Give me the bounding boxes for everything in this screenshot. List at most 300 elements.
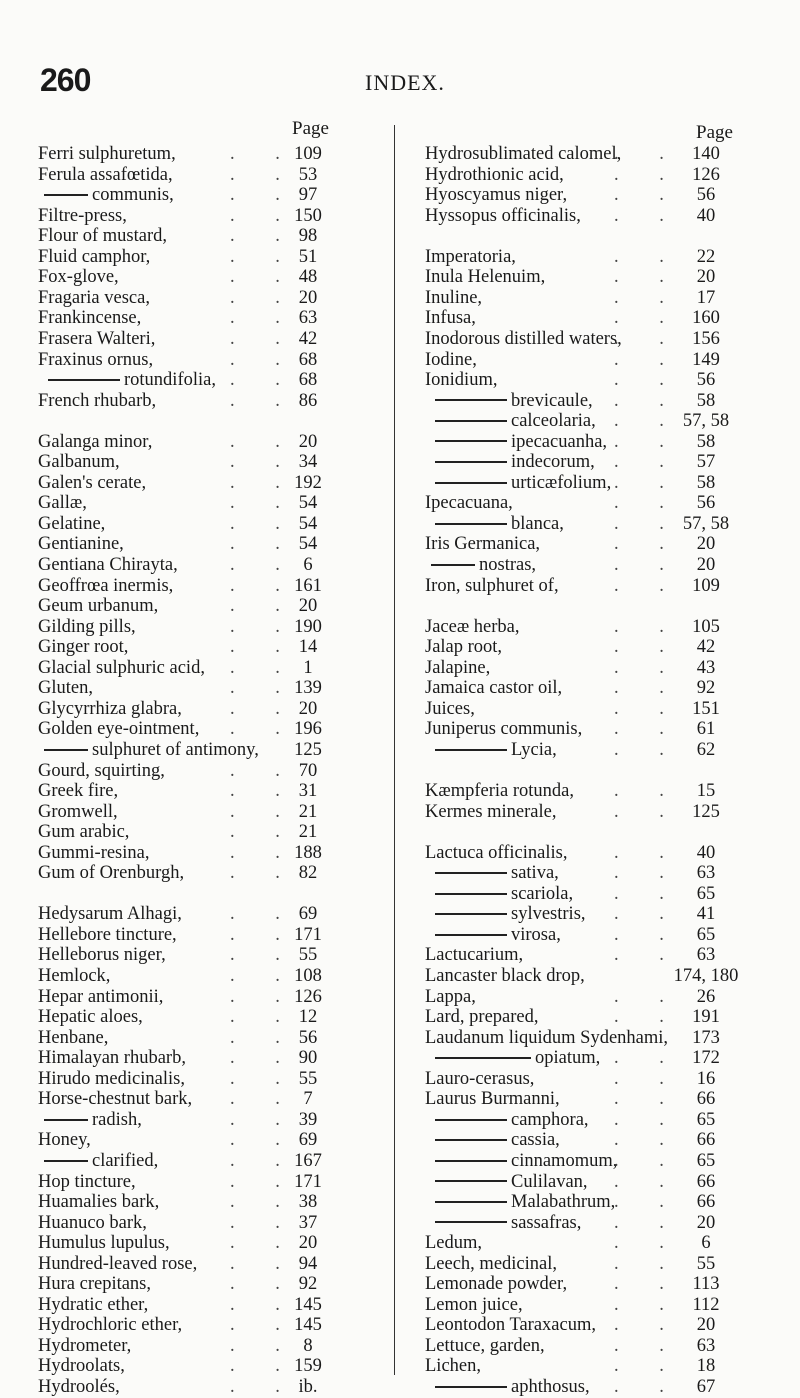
leader-dots: . . xyxy=(614,1212,682,1233)
index-term xyxy=(38,862,184,884)
index-entry xyxy=(425,1109,746,1131)
index-page-ref: 43 xyxy=(696,657,716,678)
leader-dots: . . xyxy=(230,328,298,349)
index-term xyxy=(425,205,581,227)
index-entry xyxy=(38,513,348,535)
index-term xyxy=(38,1294,148,1316)
index-term-text: Hop tincture, xyxy=(38,1171,136,1192)
index-page-ref: 68 xyxy=(298,349,318,370)
index-term xyxy=(425,1294,523,1316)
index-term-text: Kæmpferia rotunda, xyxy=(425,781,574,802)
index-entry xyxy=(38,1068,348,1090)
index-term xyxy=(425,1088,560,1110)
index-page-ref: 20 xyxy=(298,1233,318,1254)
index-term xyxy=(38,1088,192,1110)
leader-dots: . . xyxy=(614,452,682,473)
index-term-text: Iris Germanica, xyxy=(425,534,541,555)
index-page-ref: 65 xyxy=(696,1109,716,1130)
leader-dots: . . xyxy=(230,719,298,740)
leader-dots: . . xyxy=(614,1171,682,1192)
leader-dots: . . xyxy=(614,1048,682,1069)
page-number: 260 xyxy=(40,62,91,98)
index-page-ref: 90 xyxy=(298,1048,318,1069)
index-term xyxy=(435,1171,588,1193)
index-term xyxy=(38,328,155,350)
index-term xyxy=(38,965,110,987)
leader-dots: . . xyxy=(614,739,682,760)
index-entry xyxy=(425,164,746,186)
index-entry xyxy=(38,1047,348,1069)
index-page-ref: 145 xyxy=(294,1315,322,1336)
index-term-text: Jaceæ herba, xyxy=(425,616,520,637)
index-term xyxy=(38,760,165,782)
index-entry xyxy=(38,369,348,391)
index-page-ref: 68 xyxy=(298,370,318,391)
index-entry xyxy=(425,410,746,432)
index-term xyxy=(425,184,567,206)
leader-dots: . . xyxy=(230,1335,298,1356)
leader-dots: . . xyxy=(614,370,682,391)
index-page-ref: 20 xyxy=(696,267,716,288)
index-term-text: urticæfolium, xyxy=(511,472,612,493)
index-page-ref: 161 xyxy=(294,575,322,596)
index-term-text: sylvestris, xyxy=(511,904,586,925)
leader-dots: . . xyxy=(230,164,298,185)
index-term-text: Lemon juice, xyxy=(425,1294,523,1315)
leader-dots: . . xyxy=(614,390,682,411)
leader-dots: . . xyxy=(614,164,682,185)
index-term-text: Inodorous distilled waters, xyxy=(425,328,622,349)
leader-dots: . . xyxy=(230,1356,298,1377)
index-entry xyxy=(425,1191,746,1213)
index-page-ref: 58 xyxy=(696,472,716,493)
leader-dots: . . xyxy=(614,493,682,514)
index-entry xyxy=(425,205,746,227)
index-page-ref: 20 xyxy=(696,1315,716,1336)
index-term-text: Flour of mustard, xyxy=(38,226,167,247)
index-entry xyxy=(425,246,746,268)
leader-dots: . . xyxy=(614,1089,682,1110)
index-entry xyxy=(38,1088,348,1110)
index-entry xyxy=(38,225,348,247)
index-entry xyxy=(38,184,348,206)
leader-dots: . . xyxy=(230,144,298,164)
index-page-ref: 54 xyxy=(298,493,318,514)
index-term-text: Hydroolés, xyxy=(38,1377,120,1397)
index-term-text: Ledum, xyxy=(425,1233,483,1254)
index-page-ref: 56 xyxy=(298,1027,318,1048)
index-term-text: Fraxinus ornus, xyxy=(38,349,154,370)
index-entry xyxy=(38,390,348,412)
index-term xyxy=(435,1109,589,1131)
index-term xyxy=(38,225,167,247)
index-term-text: Culilavan, xyxy=(511,1171,588,1192)
index-entry xyxy=(38,451,348,473)
index-entry xyxy=(38,924,348,946)
index-term xyxy=(425,657,490,679)
index-page-ref: 12 xyxy=(298,1007,318,1028)
leader-dots: . . xyxy=(230,678,298,699)
index-term xyxy=(38,944,166,966)
leader-dots: . . xyxy=(614,698,682,719)
index-term-text: Hyssopus officinalis, xyxy=(425,205,581,226)
leader-dots: . . xyxy=(614,1007,682,1028)
index-entry xyxy=(38,1314,348,1336)
index-term-text: Greek fire, xyxy=(38,781,119,802)
leader-dots: . . xyxy=(230,370,298,391)
index-term-text: Gilding pills, xyxy=(38,616,136,637)
index-page-ref: 92 xyxy=(298,1274,318,1295)
index-entry xyxy=(38,1355,348,1377)
index-term xyxy=(435,1129,560,1151)
index-term xyxy=(425,801,557,823)
index-entry xyxy=(38,431,348,453)
index-page-ref: 174, 180 xyxy=(673,966,739,986)
leader-dots: . . xyxy=(230,1192,298,1213)
index-term xyxy=(38,1006,143,1028)
index-term xyxy=(38,1212,147,1234)
index-term-text: camphora, xyxy=(511,1109,589,1130)
index-term-text: Kermes minerale, xyxy=(425,801,557,822)
leader-dots: . . xyxy=(230,534,298,555)
ditto-dash xyxy=(44,194,88,196)
index-page-ref: 55 xyxy=(298,1068,318,1089)
index-term-text: Lactucarium, xyxy=(425,945,524,966)
index-page-ref: 125 xyxy=(294,739,322,760)
index-entry xyxy=(425,780,746,802)
index-page-ref: 58 xyxy=(696,431,716,452)
index-page-ref: 20 xyxy=(696,1212,716,1233)
leader-dots: . . xyxy=(614,1315,682,1336)
index-term xyxy=(425,616,520,638)
index-entry xyxy=(425,1376,746,1398)
index-term xyxy=(425,246,516,268)
index-term-text: Himalayan rhubarb, xyxy=(38,1048,186,1069)
index-page-ref: 126 xyxy=(294,986,322,1007)
index-term-text: Golden eye-ointment, xyxy=(38,719,200,740)
index-term-text: Iodine, xyxy=(425,349,477,370)
index-term xyxy=(38,780,118,802)
index-term xyxy=(425,575,559,597)
index-term xyxy=(425,986,476,1008)
index-term xyxy=(425,369,497,391)
index-term-text: Inuline, xyxy=(425,287,483,308)
index-entry xyxy=(425,1171,746,1193)
index-page-ref: 69 xyxy=(298,1130,318,1151)
index-page-ref: 126 xyxy=(692,164,720,185)
index-entry xyxy=(425,328,746,350)
leader-dots: . . xyxy=(230,966,298,986)
leader-dots: . . xyxy=(230,1294,298,1315)
leader-dots: . . xyxy=(230,822,298,843)
index-term-text: Gallæ, xyxy=(38,493,87,514)
index-term xyxy=(38,677,93,699)
index-term-text: Ferri sulphuretum, xyxy=(38,144,176,164)
leader-dots: . . xyxy=(614,555,682,575)
index-term-text: Ipecacuana, xyxy=(425,493,513,514)
index-term xyxy=(38,390,156,412)
index-entry xyxy=(425,472,746,494)
index-term-text: indecorum, xyxy=(511,452,595,473)
index-term xyxy=(425,636,502,658)
index-page-ref: 92 xyxy=(696,678,716,699)
index-term-text: Gourd, squirting, xyxy=(38,760,165,781)
index-entry xyxy=(38,760,348,782)
index-entry xyxy=(425,842,746,864)
index-entry xyxy=(38,657,348,679)
ditto-dash xyxy=(435,1221,507,1223)
index-term xyxy=(425,1006,539,1028)
index-term-text: clarified, xyxy=(92,1150,159,1171)
index-term xyxy=(44,1109,142,1131)
index-entry xyxy=(38,903,348,925)
leader-dots: . . xyxy=(614,1356,682,1377)
index-entry xyxy=(38,143,348,165)
index-entry xyxy=(38,205,348,227)
index-term-text: Inula Helenuim, xyxy=(425,267,546,288)
leader-dots: . . xyxy=(614,1335,682,1356)
index-entry xyxy=(38,1171,348,1193)
index-entry xyxy=(38,1294,348,1316)
index-term xyxy=(38,924,177,946)
index-page-ref: 109 xyxy=(692,575,720,596)
index-page-ref: 108 xyxy=(294,966,322,986)
index-page-ref: 37 xyxy=(298,1212,318,1233)
leader-dots: . . xyxy=(230,863,298,884)
leader-dots: . . xyxy=(230,1007,298,1028)
index-term-text: Juices, xyxy=(425,698,475,719)
leader-dots: . . xyxy=(230,698,298,719)
index-page-ref: 40 xyxy=(696,205,716,226)
index-term xyxy=(425,164,564,186)
index-entry xyxy=(38,1027,348,1049)
index-entry xyxy=(38,739,348,761)
index-entry xyxy=(38,965,348,987)
index-entry xyxy=(38,1376,348,1398)
ditto-dash xyxy=(435,482,507,484)
index-term-text: Lichen, xyxy=(425,1356,481,1377)
index-page-ref: 140 xyxy=(692,144,720,164)
index-term-text: Jamaica castor oil, xyxy=(425,678,563,699)
index-term-text: Fox-glove, xyxy=(38,267,119,288)
ditto-dash xyxy=(435,440,507,442)
index-entry xyxy=(38,1006,348,1028)
index-term-text: Gum arabic, xyxy=(38,822,130,843)
index-entry xyxy=(38,636,348,658)
index-term xyxy=(38,1314,182,1336)
index-term-text: cinnamomum, xyxy=(511,1150,618,1171)
index-page-ref: 17 xyxy=(696,287,716,308)
index-entry xyxy=(425,1027,746,1049)
index-page-ref: 160 xyxy=(692,308,720,329)
index-term xyxy=(44,184,174,206)
index-page-ref: 112 xyxy=(692,1294,720,1315)
leader-dots: . . xyxy=(614,924,682,945)
index-entry xyxy=(38,1253,348,1275)
index-term-text: Hura crepitans, xyxy=(38,1274,152,1295)
index-term-text: Jalapine, xyxy=(425,657,491,678)
index-term xyxy=(425,718,582,740)
index-page-ref: 62 xyxy=(696,739,716,760)
index-term xyxy=(38,657,205,679)
index-term xyxy=(435,472,611,494)
index-page-ref: 18 xyxy=(696,1356,716,1377)
index-entry xyxy=(425,390,746,412)
leader-dots: . . xyxy=(614,863,682,884)
index-term xyxy=(435,1191,615,1213)
leader-dots: . . xyxy=(230,596,298,617)
index-entry xyxy=(38,780,348,802)
index-term xyxy=(38,513,105,535)
index-term-text: opiatum, xyxy=(535,1048,601,1069)
leader-dots: . . xyxy=(230,185,298,206)
index-entry xyxy=(425,718,746,740)
index-term-text: communis, xyxy=(92,185,174,206)
index-term-text: aphthosus, xyxy=(511,1377,590,1397)
ditto-dash xyxy=(44,1119,88,1121)
leader-dots: . . xyxy=(614,575,682,596)
index-term-text: Hydroolats, xyxy=(38,1356,125,1377)
index-page-ref: 42 xyxy=(696,637,716,658)
index-term-text: Galanga minor, xyxy=(38,431,153,452)
index-term xyxy=(435,390,593,412)
leader-dots: . . xyxy=(230,637,298,658)
index-term-text: cassia, xyxy=(511,1130,560,1151)
index-page-ref: 67 xyxy=(696,1377,716,1397)
index-term-text: Hydrochloric ether, xyxy=(38,1315,183,1336)
leader-dots: . . xyxy=(230,1171,298,1192)
index-page-ref: 20 xyxy=(298,287,318,308)
index-term-text: Iron, sulphuret of, xyxy=(425,575,559,596)
index-entry xyxy=(425,1088,746,1110)
leader-dots: . . xyxy=(230,1212,298,1233)
index-term xyxy=(38,842,150,864)
index-entry xyxy=(38,164,348,186)
index-entry xyxy=(38,1150,348,1172)
index-term xyxy=(435,451,595,473)
index-page-ref: 1 xyxy=(303,657,313,678)
index-term-text: Hemlock, xyxy=(38,966,111,986)
leader-dots: . . xyxy=(614,1377,682,1397)
index-term xyxy=(425,965,585,987)
leader-dots: . . xyxy=(614,472,682,493)
leader-dots: . . xyxy=(230,1233,298,1254)
index-term xyxy=(38,164,173,186)
index-entry xyxy=(425,1006,746,1028)
ditto-dash xyxy=(435,1201,507,1203)
index-page-ref: 48 xyxy=(298,267,318,288)
index-term-text: calceolaria, xyxy=(511,411,596,432)
index-term xyxy=(38,1027,108,1049)
index-entry xyxy=(425,184,746,206)
leader-dots: . . xyxy=(230,842,298,863)
leader-dots: . . xyxy=(614,904,682,925)
index-entry xyxy=(38,472,348,494)
index-page-ref: ib. xyxy=(298,1377,318,1397)
index-entry xyxy=(425,1129,746,1151)
leader-dots: . . xyxy=(614,616,682,637)
index-term xyxy=(38,143,176,165)
index-term-text: Jalap root, xyxy=(425,637,503,658)
leader-dots: . . xyxy=(614,1274,682,1295)
index-entry xyxy=(38,1273,348,1295)
index-page-ref: 171 xyxy=(294,1171,322,1192)
index-page-ref: 105 xyxy=(692,616,720,637)
index-page-ref: 145 xyxy=(294,1294,322,1315)
index-term-text: Malabathrum, xyxy=(511,1192,616,1213)
ditto-dash xyxy=(435,523,507,525)
index-page-ref: 70 xyxy=(298,760,318,781)
leader-dots: . . xyxy=(230,1109,298,1130)
index-term-text: Hellebore tincture, xyxy=(38,924,177,945)
index-term-text: nostras, xyxy=(479,555,537,575)
leader-dots: . . xyxy=(614,1192,682,1213)
leader-dots: . . xyxy=(614,513,682,534)
index-term xyxy=(38,451,120,473)
leader-dots: . . xyxy=(230,349,298,370)
index-entry xyxy=(425,1335,746,1357)
ditto-dash xyxy=(435,1386,507,1388)
index-term xyxy=(38,554,178,576)
index-term xyxy=(38,246,150,268)
index-entry xyxy=(425,1150,746,1172)
index-term xyxy=(38,1355,125,1377)
index-term-text: Gelatine, xyxy=(38,513,106,534)
index-page-ref: 173 xyxy=(692,1027,720,1048)
ditto-dash xyxy=(435,934,507,936)
index-page-ref: 86 xyxy=(298,390,318,411)
index-page-ref: 58 xyxy=(696,390,716,411)
index-entry xyxy=(425,1253,746,1275)
leader-dots: . . xyxy=(230,390,298,411)
index-page-ref: 20 xyxy=(298,431,318,452)
index-entry xyxy=(38,1212,348,1234)
leader-dots: . . xyxy=(614,657,682,678)
index-term xyxy=(38,698,182,720)
index-entry xyxy=(425,349,746,371)
index-term xyxy=(435,1047,600,1069)
index-term xyxy=(435,739,557,761)
index-term xyxy=(48,369,216,391)
index-page-ref: 63 xyxy=(298,308,318,329)
index-term xyxy=(38,1068,185,1090)
index-page-ref: 38 xyxy=(298,1192,318,1213)
index-page-ref: 65 xyxy=(696,924,716,945)
leader-dots: . . xyxy=(614,1109,682,1130)
leader-dots: . . xyxy=(230,1253,298,1274)
index-term xyxy=(425,677,562,699)
index-term xyxy=(435,924,561,946)
index-page-ref: 139 xyxy=(294,678,322,699)
index-entry xyxy=(425,1212,746,1234)
index-page-ref: 20 xyxy=(696,555,716,575)
index-term xyxy=(425,533,540,555)
leader-dots: . . xyxy=(614,945,682,966)
index-entry xyxy=(38,1335,348,1357)
index-page-ref: 125 xyxy=(692,801,720,822)
index-term xyxy=(425,143,621,165)
index-term xyxy=(38,431,152,453)
index-term xyxy=(38,1191,159,1213)
index-page-ref: 150 xyxy=(294,205,322,226)
index-page-ref: 55 xyxy=(298,945,318,966)
leader-dots: . . xyxy=(230,493,298,514)
index-term-text: Frankincense, xyxy=(38,308,142,329)
leader-dots: . . xyxy=(230,575,298,596)
index-page-ref: 172 xyxy=(692,1048,720,1069)
index-term-text: sassafras, xyxy=(511,1212,582,1233)
index-page-ref: 159 xyxy=(294,1356,322,1377)
